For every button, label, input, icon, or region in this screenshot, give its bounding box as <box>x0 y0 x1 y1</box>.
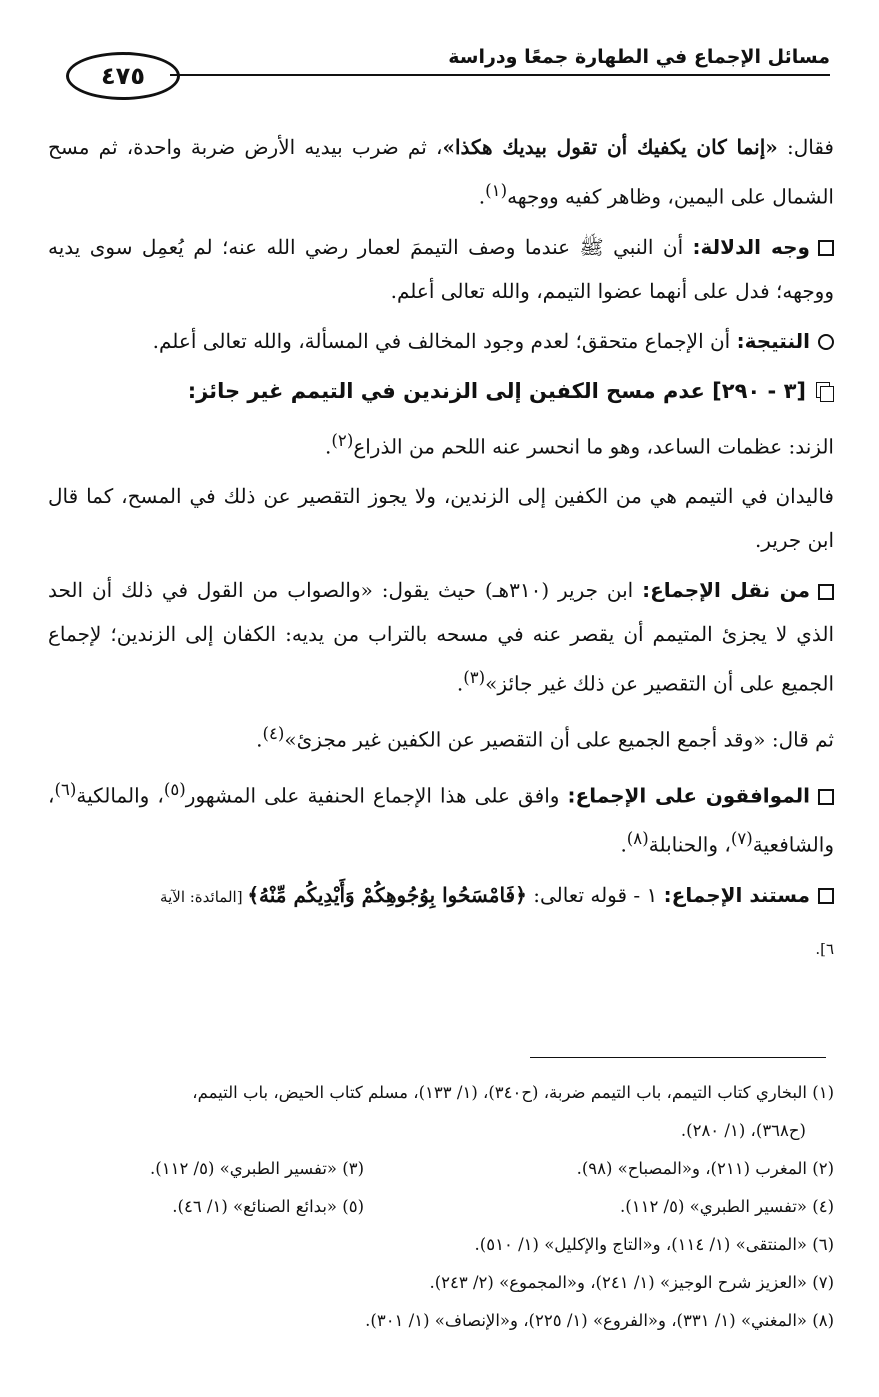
paragraph-hadith: فقال: «إنما كان يكفيك أن تقول بيديك هكذا»، ثم ضرب بيديه الأرض ضربة واحدة، ثم مسح الشمال على اليمين، وظاهر كفيه ووجهه$^{(١)}$. <box>48 135 834 209</box>
footnote-2: (٢) المغرب (٢١١)، و«المصباح» (٩٨). <box>576 1159 834 1178</box>
square-bullet-icon <box>818 584 834 600</box>
footnote-1: (١) البخاري كتاب التيمم، باب التيمم ضربة، (ح٣٤٠)، (١/ ١٣٣)، مسلم كتاب الحيض، باب التيمم، <box>192 1083 834 1102</box>
paragraph-agreers: الموافقون على الإجماع: وافق على هذا الإجماع الحنفية على المشهور$^{(٥)}$، والمالكية$^{(٦)}$، والشافعية$^{(٧)}$، والحنابلة$^{(٨)}$. <box>48 779 834 857</box>
document-icon <box>816 382 834 402</box>
page-number: ٤٧٥ <box>66 52 180 100</box>
paragraph-lead: وجه الدلالة: <box>692 234 810 259</box>
paragraph-result: النتيجة: أن الإجماع متحقق؛ لعدم وجود المخالف في المسألة، والله تعالى أعلم. <box>48 319 834 363</box>
section-heading-line <box>48 369 834 413</box>
footnote-ref[interactable]: (١) <box>485 181 508 200</box>
paragraph-lead: الموافقون على الإجماع: <box>567 783 810 808</box>
paragraph-evidence: وجه الدلالة: أن النبي ﷺ عندما وصف التيممَ لعمار رضي الله عنه؛ لم يُعمِل سوى يديه ووجهه؛ فدل على أنهما عضوا التيمم، والله تعالى أعلم. <box>48 234 834 303</box>
footnote-3: (٣) «تفسير الطبري» (٥/ ١١٢). <box>150 1159 364 1178</box>
quran-verse: ﴿فَامْسَحُوا بِوُجُوهِكُمْ وَأَيْدِيكُم مِّنْهُ﴾ <box>247 882 527 907</box>
page-header <box>60 40 830 120</box>
paragraph-lead: من نقل الإجماع: <box>642 578 810 603</box>
square-bullet-icon <box>818 789 834 805</box>
footnote-5: (٥) «بدائع الصنائع» (١/ ٤٦). <box>172 1197 364 1216</box>
footnotes <box>48 1074 834 1340</box>
paragraph-lead: مستند الإجماع: <box>663 882 810 907</box>
footnote-ref[interactable]: (٧) <box>730 829 753 849</box>
footnote-separator <box>530 1057 826 1058</box>
footnote-6: (٦) «المنتقى» (١/ ١١٤)، و«التاج والإكليل» (١/ ٥١٠). <box>474 1235 834 1254</box>
footnote-1-continued: (ح٣٦٨)، (١/ ٢٨٠). <box>680 1121 806 1140</box>
footnote-ref[interactable]: (٤) <box>262 723 285 743</box>
footnote-ref[interactable]: (٥) <box>163 779 186 799</box>
hadith-quote: «إنما كان يكفيك أن تقول بيديك هكذا» <box>442 135 778 159</box>
footnote-ref[interactable]: (٣) <box>463 668 486 688</box>
header-rule <box>170 74 830 76</box>
section-heading: [٣ - ٢٩٠] عدم مسح الكفين إلى الزندين في التيمم غير جائز: <box>187 378 806 403</box>
footnote-ref[interactable]: (٢) <box>331 430 354 450</box>
verse-source-end: ٦]. <box>815 939 834 958</box>
paragraph-definition: الزند: عظمات الساعد، وهو ما انحسر عنه اللحم من الذراع$^{(٢)}$. <box>325 430 834 459</box>
main-text <box>48 125 834 977</box>
footnote-4: (٤) «تفسير الطبري» (٥/ ١١٢). <box>620 1197 834 1216</box>
footnote-8: (٨) «المغني» (١/ ٣٣١)، و«الفروع» (١/ ٢٢٥)، و«الإنصاف» (١/ ٣٠١). <box>365 1311 834 1330</box>
paragraph-quote: ثم قال: «وقد أجمع الجميع على أن التقصير عن الكفين غير مجزئ»$^{(٤)}$. <box>256 723 834 752</box>
footnote-7: (٧) «العزيز شرح الوجيز» (١/ ٢٤١)، و«المجموع» (٢/ ٢٤٣). <box>429 1273 834 1292</box>
paragraph-basis: مستند الإجماع: ١ - قوله تعالى: ﴿فَامْسَحُوا بِوُجُوهِكُمْ وَأَيْدِيكُم مِّنْهُ﴾ [المائدة: الآية <box>48 873 834 919</box>
verse-source: [المائدة: الآية <box>160 887 248 906</box>
running-title: مسائل الإجماع في الطهارة جمعًا ودراسة <box>448 46 830 68</box>
footnote-ref[interactable]: (٦) <box>54 779 77 799</box>
square-bullet-icon <box>818 240 834 256</box>
circle-bullet-icon <box>818 334 834 350</box>
paragraph-transmitter: من نقل الإجماع: ابن جرير (٣١٠هـ) حيث يقول: «والصواب من القول في ذلك أن الحد الذي لا يجزئ المتيمم أن يقصر عنه في مسحه بالتراب من يديه: الكفان إلى الزندين؛ لإجماع الجميع على أن التقصير عن ذلك غير جائز»$^{(٣)}$. <box>48 578 835 696</box>
footnote-row <box>48 1188 834 1226</box>
footnote-ref[interactable]: (٨) <box>626 829 649 849</box>
paragraph-explanation: فاليدان في التيمم هي من الكفين إلى الزندين، ولا يجوز التقصير عن ذلك في المسح، كما قال ابن جرير. <box>48 484 834 553</box>
footnote-row <box>48 1150 834 1188</box>
square-bullet-icon <box>818 888 834 904</box>
paragraph-lead: النتيجة: <box>736 328 810 353</box>
